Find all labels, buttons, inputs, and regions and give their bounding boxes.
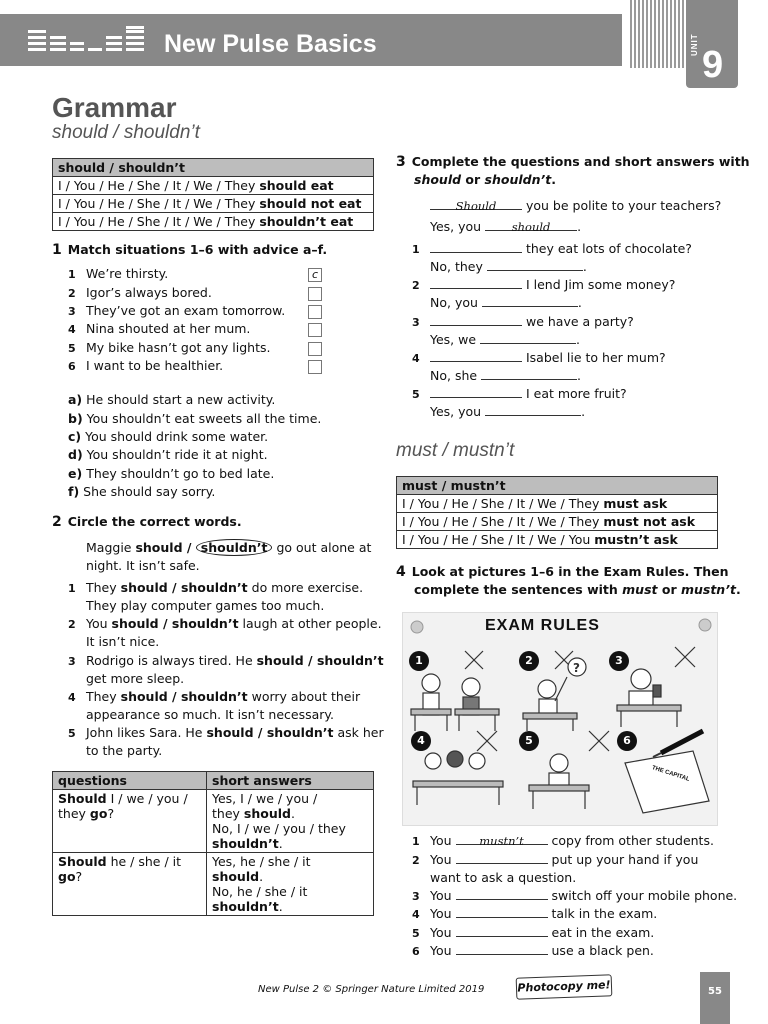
table-row: I / You / He / She / It / We / They must ask xyxy=(397,495,718,513)
svg-text:?: ? xyxy=(573,661,580,675)
page-title: Grammar xyxy=(52,92,177,123)
circled-answer: shouldn’t xyxy=(196,539,273,556)
answer-blank[interactable] xyxy=(430,386,522,398)
picture-number: 5 xyxy=(519,731,539,751)
copyright-footer: New Pulse 2 © Springer Nature Limited 2019 xyxy=(258,984,485,995)
answer-blank[interactable] xyxy=(430,277,522,289)
table-header: should / shouldn’t xyxy=(53,159,374,177)
unit-number: 9 xyxy=(702,44,724,86)
table-row: I / You / He / She / It / We / You mustn’t ask xyxy=(397,531,718,549)
table-row: Should I / we / you / they go? Yes, I / we / you / they should. No, I / we / you / they shouldn’t. xyxy=(53,790,374,853)
list-item: I want to be healthier. xyxy=(86,358,224,373)
table-row: I / You / He / She / It / We / They shouldn’t eat xyxy=(53,213,374,231)
answer-box[interactable] xyxy=(308,360,322,374)
paper-label: THE CAPITAL xyxy=(651,765,691,783)
exam-rules-drawing xyxy=(403,613,719,827)
answer-blank[interactable] xyxy=(456,925,548,937)
answer-blank[interactable] xyxy=(482,295,578,307)
brand-title: New Pulse Basics xyxy=(164,30,377,58)
table-row: I / You / He / She / It / We / They should not eat xyxy=(53,195,374,213)
exercise-1-instruction: 1 Match situations 1–6 with advice a–f. xyxy=(52,242,328,258)
header-stripes xyxy=(630,0,686,68)
questions-answers-table xyxy=(52,771,374,916)
answer-blank[interactable] xyxy=(487,259,583,271)
list-item: Nina shouted at her mum. xyxy=(86,321,251,336)
exercise-3-instruction: 3 Complete the questions and short answers with xyxy=(396,154,750,170)
table-header: questions xyxy=(53,772,207,790)
photocopy-badge: Photocopy me! xyxy=(516,974,613,999)
list-item: We’re thirsty. xyxy=(86,266,169,281)
answer-blank[interactable] xyxy=(430,241,522,253)
must-grammar-table xyxy=(396,476,718,549)
unit-label: UNIT xyxy=(690,33,699,56)
answer-blank[interactable] xyxy=(456,906,548,918)
exam-rules-illustration xyxy=(402,612,718,826)
answer-blank[interactable] xyxy=(480,332,576,344)
answer-box[interactable] xyxy=(308,323,322,337)
answer-box[interactable] xyxy=(308,342,322,356)
scene-5 xyxy=(529,731,609,809)
answer-blank[interactable] xyxy=(485,404,581,416)
answer-blank[interactable] xyxy=(430,350,522,362)
answer-blank[interactable] xyxy=(481,368,577,380)
answer-box[interactable]: c xyxy=(308,268,322,282)
exam-rules-title: EXAM RULES xyxy=(485,617,600,634)
answer-box[interactable] xyxy=(308,287,322,301)
list-item: Igor’s always bored. xyxy=(86,285,212,300)
page-subtitle: should / shouldn’t xyxy=(52,122,200,143)
table-header: short answers xyxy=(207,772,374,790)
table-row: I / You / He / She / It / We / They should eat xyxy=(53,177,374,195)
should-grammar-table xyxy=(52,158,374,231)
picture-number: 3 xyxy=(609,651,629,671)
brand-logo-icon xyxy=(28,26,148,58)
answer-blank[interactable] xyxy=(456,852,548,864)
answer-blank[interactable] xyxy=(456,943,548,955)
picture-number: 6 xyxy=(617,731,637,751)
table-row: Should he / she / it go? Yes, he / she / it should. No, he / she / it shouldn’t. xyxy=(53,853,374,916)
exercise-4-instruction: 4 Look at pictures 1–6 in the Exam Rules. Then xyxy=(396,564,729,580)
exercise-2-instruction: 2 Circle the correct words. xyxy=(52,514,242,530)
answer-blank[interactable] xyxy=(430,314,522,326)
must-section-title: must / mustn’t xyxy=(396,440,515,461)
picture-number: 1 xyxy=(409,651,429,671)
picture-number: 4 xyxy=(411,731,431,751)
exercise-4-instruction-2: complete the sentences with must or mustn’t. xyxy=(414,582,741,597)
table-header: must / mustn’t xyxy=(397,477,718,495)
table-row: I / You / He / She / It / We / They must not ask xyxy=(397,513,718,531)
answer-blank[interactable] xyxy=(456,888,548,900)
list-item: They’ve got an exam tomorrow. xyxy=(86,303,286,318)
answer-box[interactable] xyxy=(308,305,322,319)
list-item: My bike hasn’t got any lights. xyxy=(86,340,271,355)
page-number: 55 xyxy=(700,972,730,1024)
exercise-3-instruction-2: should or shouldn’t. xyxy=(414,172,556,187)
picture-number: 2 xyxy=(519,651,539,671)
